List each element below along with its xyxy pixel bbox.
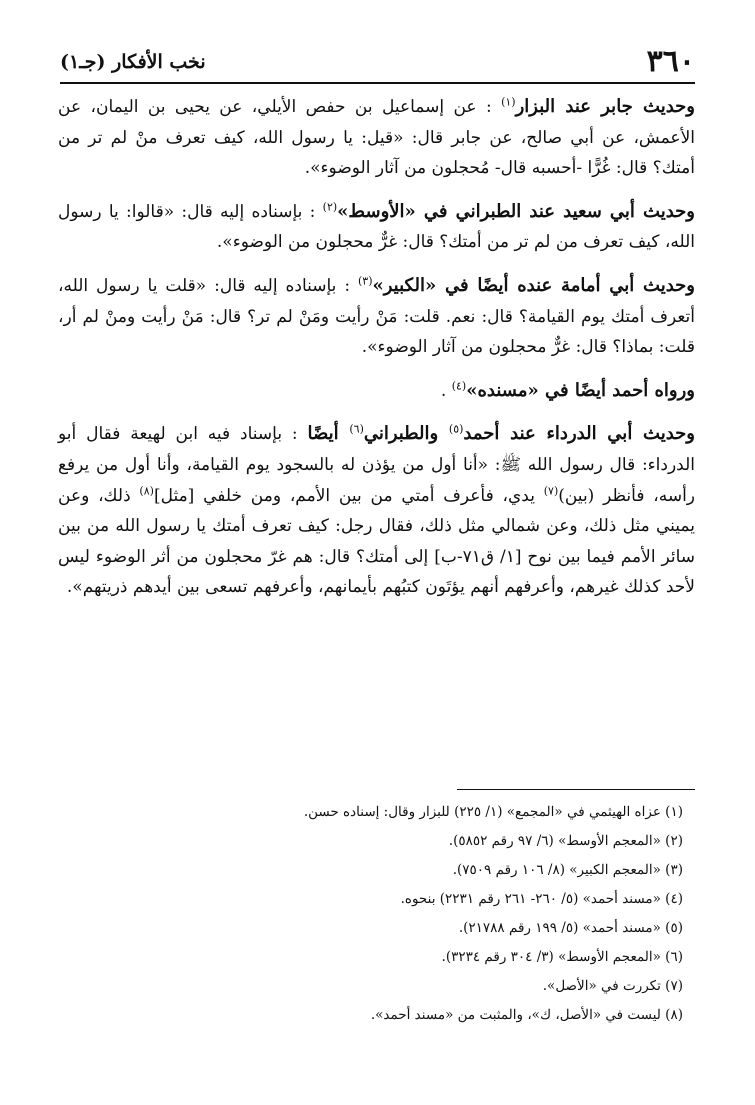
footnote-ref: (٣) (357, 274, 373, 288)
hadith-heading: وحديث أبي أمامة عنده أيضًا في «الكبير» (372, 274, 695, 296)
footnote-ref: (٤) (451, 379, 467, 393)
footnote-ref: (١) (501, 95, 516, 109)
paragraph-text: يدي، فأعرف أمتي من بين الأمم، ومن خلفي [مثل] (153, 485, 544, 506)
footnote-divider (457, 789, 695, 790)
footnote: (٤) «مسند أحمد» (٥/ ٢٦٠- ٢٦١ رقم ٢٢٣١) بنحوه. (400, 891, 683, 907)
footnote-ref: (٦) (349, 422, 364, 436)
footnote: (٨) ليست في «الأصل، ك»، والمثبت من «مسند أحمد». (370, 1007, 683, 1023)
paragraph-abi-said (58, 197, 695, 258)
main-text (58, 92, 695, 616)
hadith-heading: وحديث أبي سعيد عند الطبراني في «الأوسط» (337, 200, 695, 222)
running-title: نخب الأفكار (جـ١) (60, 51, 206, 73)
paragraph-jabir (58, 92, 695, 184)
footnote-ref: (٢) (322, 200, 338, 214)
hadith-heading: أيضًا (307, 423, 350, 445)
footnote-ref: (٧) (543, 483, 559, 497)
paragraph-text: : بإسناد فيه ابن لهيعة فقال أبو الدرداء: قال رسول الله ﷺ: «أنا أول من يؤذن له بالسجود يوم القيامة، وأنا أول من يرفع رأسه، فأنظر (بين) (58, 424, 696, 506)
footnote-ref: (٥) (448, 422, 464, 436)
paragraph-ahmad (58, 376, 695, 407)
paragraph-abi-umama (58, 271, 695, 363)
paragraph-text: ذلك، وعن يميني مثل ذلك، وعن شمالي مثل ذلك، فقال رجل: كيف تعرف أمتك يا رسول الله من بين سائر الأمم فيما بين نوح [١/ ق٧١-ب] إلى أمتك؟ قال: هم غرّ محجلون من أثر الوضوء ليس لأحد كذلك غيرهم، وأعرفهم أنهم يؤتَون كتبُهم بأيمانهم، وأعرفهم تسعى بين أيدهم ذريتهم». (58, 485, 695, 598)
footnote: (٢) «المعجم الأوسط» (٦/ ٩٧ رقم ٥٨٥٢). (448, 833, 683, 849)
footnote: (٧) تكررت في «الأصل». (542, 978, 683, 994)
hadith-heading: وحديث جابر عند البزار (515, 96, 696, 117)
paragraph-abi-darda (58, 419, 695, 603)
hadith-heading: ورواه أحمد أيضًا في «مسنده» (466, 379, 695, 401)
footnote: (٣) «المعجم الكبير» (٨/ ١٠٦ رقم ٧٥٠٩). (452, 862, 683, 878)
hadith-heading: والطبراني (363, 423, 449, 445)
footnote: (٦) «المعجم الأوسط» (٣/ ٣٠٤ رقم ٣٢٣٤). (441, 949, 683, 965)
paragraph-text: : بإسناده إليه قال: «قالوا: يا رسول الله، كيف تعرف من لم تر من أمتك؟ قال: غرٌّ محجلون من الوضوء». (58, 201, 695, 253)
footnote-ref: (٨) (139, 483, 154, 497)
footnote: (٥) «مسند أحمد» (٥/ ١٩٩ رقم ٢١٧٨٨). (458, 920, 683, 936)
footnotes (60, 798, 683, 1030)
paragraph-text: . (440, 380, 452, 401)
hadith-heading: وحديث أبي الدرداء عند أحمد (463, 423, 695, 445)
page-number: ٣٦٠ (646, 44, 695, 79)
page-header (60, 42, 695, 84)
footnote: (١) عزاه الهيثمي في «المجمع» (١/ ٢٢٥) للبزار وقال: إسناده حسن. (303, 804, 683, 820)
paragraph-text: : بإسناده إليه قال: «قلت يا رسول الله، أتعرف أمتك يوم القيامة؟ قال: نعم. قلت: مَنْ رأيت ومَنْ لم تر؟ قال: مَنْ رأيت ومنْ لم أر، قلت: بماذا؟ قال: غرٌّ محجلون من آثار الوضوء». (58, 275, 695, 358)
paragraph-text: : عن إسماعيل بن حفص الأيلي، عن يحيى بن اليمان، عن الأعمش، عن أبي صالح، عن جابر قال: «قيل: يا رسول الله، كيف تعرف منْ لم تر من أمتك؟ قال: غُرًّا -أحسبه قال- مُحجلون من آثار الوضوء». (58, 97, 695, 179)
